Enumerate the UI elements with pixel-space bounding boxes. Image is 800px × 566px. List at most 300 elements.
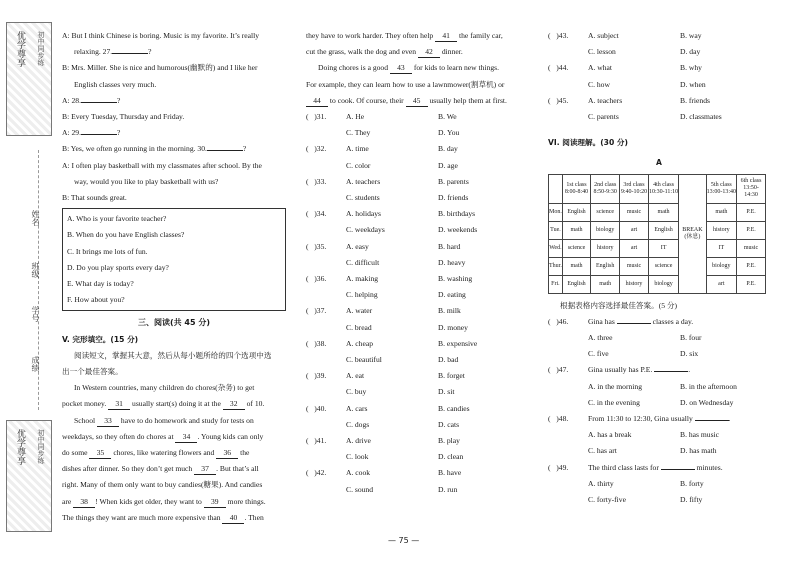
subject-cell: English [648,221,679,239]
option-d: D. heavy [438,257,466,267]
passage-line [306,60,530,76]
question-number: 45 [558,95,567,105]
subject-cell: science [648,257,679,275]
passage-text: 阅读短文，掌握其大意，然后从每小题所给的四个选项中选 [74,350,272,360]
question-row [306,109,530,125]
answer-parentheses: ( )45. [548,95,569,105]
cloze-blank: 34 [175,432,197,443]
subject-cell: biology [591,221,620,239]
cloze-blank: 38 [73,497,95,508]
logo-top-sub: 初中同步练 [37,31,45,66]
passage-line [62,348,286,364]
dialogue-text-end: ? [116,95,121,105]
option-d: D. has math [680,446,717,456]
question-row [548,330,770,346]
table-header-cell: 6th class 13:50-14:30 [737,174,766,203]
option-a: A. subject [588,31,619,40]
option-b: B. why [680,63,702,73]
option-c: C. bread [346,322,372,332]
option-b: B. friends [680,95,710,105]
question-row [548,28,770,44]
dialogue-line [62,60,286,76]
option-c: C. sound [346,484,374,494]
subject-cell: biology [648,275,679,293]
question-number: 42 [316,468,325,478]
stem-text: The third class lasts for [588,462,661,472]
question-row-2 [548,443,770,459]
question-number: 32 [316,144,325,154]
passage-line [62,364,286,380]
option-d: D. You [438,128,460,138]
answer-parentheses: ( )41. [306,436,327,446]
table-row [549,203,766,221]
question-number: 34 [316,209,325,219]
answer-parentheses: ( )34. [306,209,327,219]
series-logo-top [6,22,52,136]
answer-blank [654,371,688,372]
question-stem [548,314,770,330]
option-b: B. have [438,468,462,478]
column-middle [306,28,530,498]
answer-parentheses: ( )39. [306,371,327,381]
option-b: B. candies [438,403,470,413]
cloze-passage-part2 [306,28,530,109]
option-b: B. forget [438,371,465,381]
dialogue-text: A: But I think Chinese is boring. Music is my favorite. It’s really [62,31,259,40]
option-d: D. classmates [680,112,722,122]
passage-line [306,28,530,44]
indent-spacer [548,443,588,459]
dialogue-options-box [62,208,286,311]
passage-text: ! When kids get older, they want to [95,496,204,506]
option-a: A. thirty [588,478,614,488]
answer-blank [112,53,148,54]
dialogue-text: B: Every Tuesday, Thursday and Friday. [62,112,185,122]
subject-cell: history [706,221,737,239]
option-d: D. money [438,322,468,332]
passage-text: right. Many of them only want to buy candies(糖果). And candies [62,480,263,490]
dialogue-text: B: Yes, we often go running in the morning. 30. [62,144,207,154]
question-row-2 [306,482,530,498]
cloze-blank: 45 [406,96,428,107]
table-header-cell: 4th class 10:30-11:10 [648,174,679,203]
answer-parentheses: ( )37. [306,306,327,316]
question-number: 47 [558,365,567,375]
answer-parentheses: ( )42. [306,468,327,478]
question-number: 46 [558,316,567,326]
passage-text: they have to work harder. They often help [306,31,436,40]
cloze-blank: 37 [194,464,216,475]
dialogue-line [62,93,286,109]
passage-line [62,396,286,412]
subject-cell: math [562,221,590,239]
dialogue-text-end: ? [116,128,121,138]
indent-spacer [548,44,588,60]
reading-instruction: 根据表格内容选择最佳答案。(5 分) [560,300,678,310]
subject-cell: English [591,257,620,275]
indent-spacer [548,77,588,93]
subject-cell: P.E. [737,257,766,275]
passage-text: to cook. Of course, their [328,95,406,105]
dialogue-text: B: That sounds great. [62,193,127,203]
day-cell: Thur. [549,257,563,275]
logo-bottom-text: 优学尊享 [15,429,25,465]
question-row-2 [306,320,530,336]
passage-text: . Then [244,512,264,522]
subject-cell: IT [648,239,679,257]
option-a: A. cheap [346,338,373,348]
question-number: 41 [316,436,325,446]
stem-text: Gina has [588,316,617,326]
option-b: B. day [438,144,458,154]
passage-text: more things. [225,496,266,506]
option-c: C. weekdays [346,225,385,235]
question-row [548,60,770,76]
answer-parentheses: ( )35. [306,241,327,251]
cloze-blank: 44 [306,96,328,107]
question-number: 48 [558,414,567,424]
option-d: D. weekends [438,225,478,235]
subject-cell: math [591,275,620,293]
day-cell: Fri. [549,275,563,293]
dialogue-text: A: I often play basketball with my classmates after school. By the [62,160,262,170]
subject-cell: math [706,203,737,221]
question-row-2 [548,44,770,60]
option-d: D. run [438,484,458,494]
option-c: C. in the evening [588,397,640,407]
dialogue-text: B: Mrs. Miller. She is nice and humorous(幽默的) and I like her [62,63,258,73]
question-number: 44 [558,63,567,73]
indent-spacer [306,125,346,141]
column-right [548,28,770,508]
reading-questions [548,314,770,508]
question-row-2 [548,395,770,411]
indent-spacer [548,109,588,125]
question-number: 39 [316,371,325,381]
question-row-2 [306,417,530,433]
indent-spacer [306,287,346,303]
option-a: A. making [346,274,379,284]
option-item: E. What day is today? [67,279,134,289]
indent-spacer [306,222,346,238]
question-row [306,174,530,190]
option-a: A. teachers [588,95,623,105]
passage-text: usually help them at first. [427,95,507,105]
passage-text: . Young kids can only [197,431,264,441]
cloze-passage-part1 [62,348,286,526]
question-number: 35 [316,241,325,251]
cloze-questions [306,109,530,498]
question-number: 33 [316,176,325,186]
dialogue-line [62,77,286,93]
indent-spacer [306,255,346,271]
cloze-blank: 33 [97,416,119,427]
option-c: C. five [588,349,609,359]
passage-text: 出一个最佳答案。 [62,367,123,377]
dialogue-text: A: 28. [62,95,81,105]
subject-cell: science [591,203,620,221]
option-c: C. students [346,193,380,203]
question-row [306,433,530,449]
passage-label: A [656,158,662,168]
question-row-2 [306,125,530,141]
option-a: A. what [588,63,613,73]
question-number: 36 [316,274,325,284]
option-a: A. cars [346,403,368,413]
option-a: A. in the morning [588,381,642,391]
question-number: 38 [316,338,325,348]
answer-blank [81,134,117,135]
class-schedule-table [548,174,766,294]
option-d: D. on Wednesday [680,397,734,407]
option-c: C. lesson [588,47,616,57]
passage-text: For example, they can learn how to use a lawnmower(割草机) or [306,79,505,89]
indent-spacer [548,427,588,443]
indent-spacer [306,449,346,465]
option-b: B. hard [438,241,461,251]
passage-text: pocket money. [62,399,109,409]
indent-spacer [548,395,588,411]
answer-parentheses: ( )40. [306,403,327,413]
subject-cell: English [562,203,590,221]
option-d: D. day [680,47,701,57]
cloze-blank: 40 [222,513,244,524]
subject-cell: P.E. [737,221,766,239]
column-left [62,28,286,526]
table-header-cell: 3rd class 9:40-10:20 [620,174,649,203]
passage-text: weekdays, so they often do chores at [62,431,176,441]
passage-line [62,429,286,445]
logo-top-text: 优学尊享 [15,31,25,67]
cloze-questions-continued [548,28,770,125]
question-row [306,206,530,222]
indent-spacer [548,330,588,346]
question-row [548,476,770,492]
option-b: B. washing [438,274,473,284]
subject-cell: math [562,257,590,275]
indent-spacer [548,476,588,492]
option-item: A. Who is your favorite teacher? [67,214,167,224]
answer-parentheses: ( )33. [306,176,327,186]
subject-cell: math [648,203,679,221]
dialogue-line [62,141,286,157]
option-d: D. cats [438,419,460,429]
day-cell: Tue. [549,221,563,239]
passage-text: . But that’s all [216,464,259,474]
passage-text: cut the grass, walk the dog and even [306,47,418,57]
option-a: A. water [346,306,373,316]
reading-section-title: VI. 阅读理解。(30 分) [548,138,628,148]
question-stem [548,460,770,476]
passage-text: Doing chores is a good [318,63,390,73]
break-cell: BREAK (休息) [679,174,706,293]
option-c: C. how [588,79,610,89]
question-row [306,239,530,255]
option-a: A. three [588,333,613,343]
option-c: C. forty-five [588,495,626,505]
option-c: C. parents [588,112,619,122]
indent-spacer [548,346,588,362]
option-b: B. has music [680,430,720,440]
option-d: D. when [680,79,706,89]
question-row-2 [306,222,530,238]
question-row [548,93,770,109]
indent-spacer [548,379,588,395]
subject-cell: history [620,275,649,293]
option-item: C. It brings me lots of fun. [67,246,148,256]
indent-spacer [306,320,346,336]
question-row-2 [306,449,530,465]
question-row [306,401,530,417]
option-c: C. has art [588,446,617,456]
answer-blank [207,150,243,151]
indent-spacer [306,352,346,368]
passage-line [62,380,286,396]
indent-spacer [306,417,346,433]
passage-text: the family car, [457,31,503,40]
dialogue-text: English classes very much. [74,79,157,89]
table-header-cell: 1st class 8:00-8:40 [562,174,590,203]
answer-parentheses: ( )32. [306,144,327,154]
section-three-title: 三、阅读(共 45 分) [137,318,210,328]
dialogue-line [62,28,286,44]
option-item: D. Do you play sports every day? [67,262,169,272]
dialogue-line [62,109,286,125]
option-b: B. way [680,31,702,40]
option-a: A. holidays [346,209,382,219]
subject-cell: IT [706,239,737,257]
cloze-blank: 39 [204,497,226,508]
option-c: C. difficult [346,257,380,267]
cloze-blank: 31 [108,399,130,410]
question-number: 31 [316,112,325,122]
cloze-section-title: V. 完形填空。(15 分) [62,334,139,344]
option-a: A. drive [346,436,371,446]
question-row-2 [306,287,530,303]
option-c: C. color [346,160,371,170]
dialogue-line [62,174,286,190]
table-row [549,239,766,257]
question-stem [548,362,770,378]
answer-parentheses: ( )43. [548,31,569,40]
day-cell: Mon. [549,203,563,221]
indent-spacer [548,492,588,508]
question-row [306,303,530,319]
dialogue-line [62,190,286,206]
dialogue-text: way, would you like to play basketball with us? [74,176,219,186]
option-d: D. age [438,160,458,170]
stem-text-end: . [728,414,731,424]
logo-bottom-sub: 初中同步练 [37,429,45,464]
answer-parentheses: ( )31. [306,112,327,122]
answer-parentheses: ( )47. [548,365,569,375]
table-header-cell [549,174,563,203]
option-c: C. dogs [346,419,370,429]
table-row [549,221,766,239]
table-row [549,257,766,275]
option-a: A. easy [346,241,369,251]
option-d: D. fifty [680,495,703,505]
passage-line [62,494,286,510]
option-c: C. beautiful [346,355,382,365]
passage-line [62,510,286,526]
answer-parentheses: ( )44. [548,63,569,73]
question-row [306,465,530,481]
subject-cell: music [620,257,649,275]
stem-text: Gina usually has P.E. [588,365,655,375]
table-row [549,275,766,293]
option-d: D. clean [438,452,464,462]
passage-text: In Western countries, many children do chores(杂务) to get [74,383,255,393]
dialogue-section [62,28,286,206]
table-header-cell: 5th class 13:00-13:40 [706,174,737,203]
option-a: A. time [346,144,369,154]
stem-text: From 11:30 to 12:30, Gina usually [588,414,695,424]
passage-text: of 10. [244,399,265,409]
option-a: A. has a break [588,430,632,440]
cloze-blank: 32 [223,399,245,410]
option-c: C. helping [346,290,378,300]
passage-line [306,44,530,60]
subject-cell: history [591,239,620,257]
subject-cell: English [562,275,590,293]
option-d: D. bad [438,355,459,365]
passage-line [62,445,286,461]
dialogue-text-end: ? [148,47,152,57]
option-d: D. friends [438,193,469,203]
option-b: B. We [438,112,457,122]
indent-spacer [306,482,346,498]
question-row-2 [548,77,770,93]
option-c: C. buy [346,387,367,397]
answer-parentheses: ( )49. [548,462,569,472]
question-stem-text [588,362,690,378]
subject-cell: music [737,239,766,257]
option-b: B. in the afternoon [680,381,737,391]
answer-blank [661,469,695,470]
passage-text: the [238,448,250,458]
option-d: D. sit [438,387,455,397]
cloze-blank: 43 [390,63,412,74]
cloze-blank: 36 [216,448,238,459]
question-row [306,336,530,352]
answer-parentheses: ( )48. [548,414,569,424]
subject-cell: P.E. [737,203,766,221]
subject-cell: P.E. [737,275,766,293]
cloze-blank: 41 [435,31,457,42]
stem-text-end: minutes. [694,462,723,472]
question-row-2 [306,352,530,368]
option-b: B. four [680,333,702,343]
option-item: F. How about you? [67,295,125,305]
option-c: C. look [346,452,369,462]
option-item: B. When do you have English classes? [67,230,185,240]
dialogue-text-end: ? [242,144,247,154]
passage-text: are [62,496,74,506]
option-d: D. six [680,349,699,359]
dialogue-text: A: 29. [62,128,81,138]
answer-parentheses: ( )38. [306,338,327,348]
score-label: 成绩 [31,356,40,372]
option-a: A. cook [346,468,371,478]
cloze-blank: 35 [89,448,111,459]
option-a: A. eat [346,371,365,381]
passage-text: have to do homework and study for tests on [119,415,254,425]
option-b: B. forty [680,478,704,488]
question-number: 40 [316,403,325,413]
subject-cell: art [620,221,649,239]
passage-text: chores, like watering flowers and [111,448,217,458]
